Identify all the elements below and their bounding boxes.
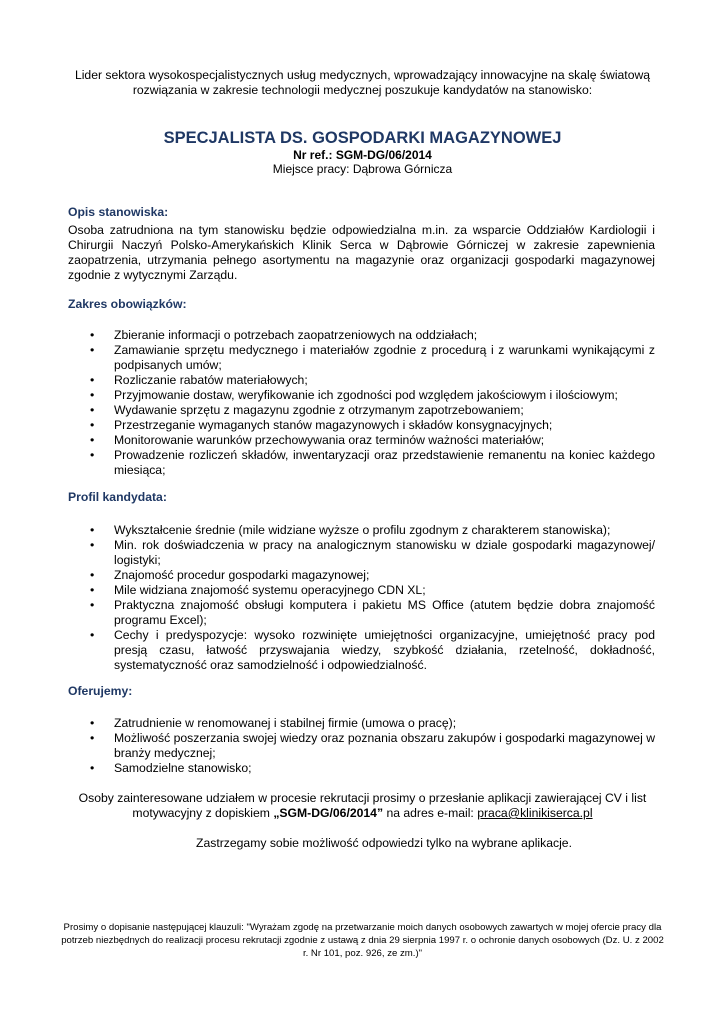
intro-text: Lider sektora wysokospecjalistycznych usług medycznych, wprowadzający innowacyjne na skalę światową rozwiązania w zakresie technologii medycznej poszukuje kandydatów na stanowisko: xyxy=(74,68,651,97)
list-item: • Zbieranie informacji o potrzebach zaopatrzeniowych na oddziałach; xyxy=(68,328,655,343)
list-item: • Cechy i predyspozycje: wysoko rozwinięte umiejętności organizacyjne, umiejętność pracy pod presją czasu, łatwość przyswajania wiedzy, szybkość działania, rzetelność, dokładność, systematyczność oraz samodzielność i odpowiedzialność. xyxy=(68,628,655,673)
email-link[interactable]: praca@klinikiserca.pl xyxy=(477,806,593,820)
duties-heading: Zakres obowiązków: xyxy=(68,297,187,311)
list-item: • Wykształcenie średnie (mile widziane wyższe o profilu zgodnym z charakterem stanowiska); xyxy=(68,523,655,538)
list-item: • Przestrzeganie wymaganych stanów magazynowych i składów konsygnacyjnych; xyxy=(68,418,655,433)
profile-list xyxy=(68,523,655,673)
duties-list xyxy=(68,328,655,478)
list-item: • Wydawanie sprzętu z magazynu zgodnie z otrzymanym zapotrzebowaniem; xyxy=(68,403,655,418)
list-item: • Zamawianie sprzętu medycznego i materiałów zgodnie z procedurą i z warunkami wynikającymi z podpisanych umów; xyxy=(68,343,655,373)
reservation-note: Zastrzegamy sobie możliwość odpowiedzi tylko na wybrane aplikacje. xyxy=(196,836,572,850)
list-item: • Monitorowanie warunków przechowywania oraz terminów ważności materiałów; xyxy=(68,433,655,448)
offer-heading: Oferujemy: xyxy=(68,684,133,698)
description-text: Osoba zatrudniona na tym stanowisku będzie odpowiedzialna m.in. za wsparcie Oddziałów Kardiologii i Chirurgii Naczyń Polsko-Amerykańskich Klinik Serca w Dąbrowie Górniczej w zakresie zapewnienia zaopatrzenia, utrzymania pełnego asortymentu na magazynie oraz organizacji gospodarki magazynowej zgodnie z wytycznymi Zarządu. xyxy=(68,223,655,282)
list-item: • Znajomość procedur gospodarki magazynowej; xyxy=(68,568,655,583)
list-item: • Mile widziana znajomość systemu operacyjnego CDN XL; xyxy=(68,583,655,598)
title-block xyxy=(60,128,665,177)
list-item: • Min. rok doświadczenia w pracy na analogicznym stanowisku w dziale gospodarki magazynowej/ logistyki; xyxy=(68,538,655,568)
reference-code: „SGM-DG/06/2014” xyxy=(273,806,384,820)
reference-number: Nr ref.: SGM-DG/06/2014 xyxy=(293,148,432,162)
job-title: SPECJALISTA DS. GOSPODARKI MAGAZYNOWEJ xyxy=(163,129,562,147)
list-item: • Zatrudnienie w renomowanej i stabilnej firmie (umowa o pracę); xyxy=(68,716,655,731)
closing-text: Osoby zainteresowane udziałem w procesie rekrutacji prosimy o przesłanie aplikacji zawierającej CV i list motywacyjny z dopiskiem xyxy=(78,791,647,820)
profile-heading: Profil kandydata: xyxy=(68,490,167,504)
list-item: • Przyjmowanie dostaw, weryfikowanie ich zgodności pod względem jakościowym i ilościowym; xyxy=(68,388,655,403)
list-item: • Rozliczanie rabatów materiałowych; xyxy=(68,373,655,388)
description-heading: Opis stanowiska: xyxy=(68,205,169,219)
closing-text-address: na adres e-mail: xyxy=(386,806,474,820)
list-item: • Praktyczna znajomość obsługi komputera i pakietu MS Office (atutem będzie dobra znajomość programu Excel); xyxy=(68,598,655,628)
application-instructions xyxy=(60,791,665,821)
consent-clause: Prosimy o dopisanie następującej klauzuli: "Wyrażam zgodę na przetwarzanie moich danych osobowych zawartych w mojej ofercie pracy dla potrzeb niezbędnych do realizacji procesu rekrutacji zgodnie z ustawą z dnia 29 sierpnia 1997 r. o ochronie danych osobowych (Dz. U. z 2002 r. Nr 101, poz. 926, ze zm.)" xyxy=(61,922,664,959)
offer-list xyxy=(68,716,655,776)
list-item: • Możliwość poszerzania swojej wiedzy oraz poznania obszaru zakupów i gospodarki magazynowej w branży medycznej; xyxy=(68,731,655,761)
list-item: • Samodzielne stanowisko; xyxy=(68,761,655,776)
list-item: • Prowadzenie rozliczeń składów, inwentaryzacji oraz przedstawienie remanentu na koniec każdego miesiąca; xyxy=(68,448,655,478)
work-location: Miejsce pracy: Dąbrowa Górnicza xyxy=(272,162,453,176)
